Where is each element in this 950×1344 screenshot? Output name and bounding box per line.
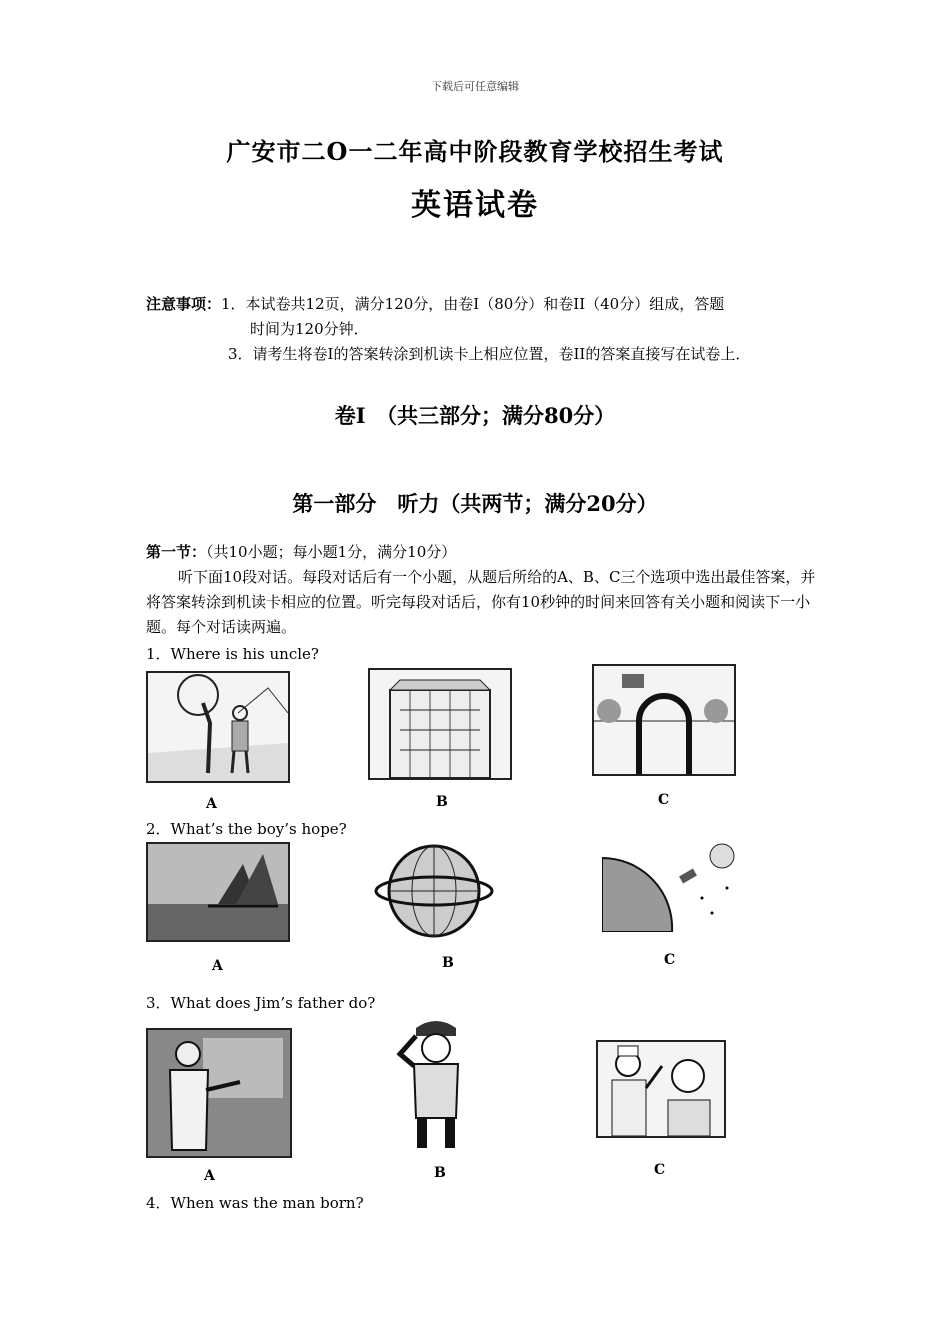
teacher-blackboard-picture <box>146 1028 292 1158</box>
space-earth-moon-picture <box>602 838 748 932</box>
q2-option-b: B <box>442 955 454 971</box>
notice-item-3: 3．请考生将卷I的答案转涂到机读卡上相应位置，卷II的答案直接写在试卷上． <box>228 345 751 363</box>
q2-option-a: A <box>212 958 223 974</box>
q1-option-c: C <box>658 792 670 808</box>
section-label: 第一节： <box>146 543 207 561</box>
question-4: 4．When was the man born? <box>146 1194 364 1212</box>
doctor-boy-picture <box>596 1040 726 1138</box>
volume-title: 卷I （共三部分；满分80分） <box>334 403 616 428</box>
man-under-tree-picture <box>146 671 290 783</box>
question-2: 2．What’s the boy’s hope? <box>146 820 347 838</box>
q2-option-c: C <box>664 952 676 968</box>
question-1: 1．Where is his uncle? <box>146 645 319 663</box>
notice-item-1-text: 1．本试卷共12页，满分120分，由卷I（80分）和卷II（40分）组成，答题 <box>221 295 725 313</box>
q1-option-a: A <box>206 796 217 812</box>
notice-block <box>146 292 816 367</box>
sailing-ship-picture <box>146 842 290 942</box>
q3-option-b: B <box>434 1165 446 1181</box>
q3-option-a: A <box>204 1168 215 1184</box>
section-block <box>146 540 816 640</box>
building-picture <box>368 668 512 780</box>
question-3: 3．What does Jim’s father do? <box>146 994 376 1012</box>
notice-item-1 <box>146 292 816 317</box>
policeman-salute-picture <box>392 1014 478 1152</box>
notice-item-1-cont: 时间为120分钟． <box>250 320 369 338</box>
part-title: 第一部分 听力（共两节；满分20分） <box>292 491 658 516</box>
park-gate-picture <box>592 664 736 776</box>
section-instructions: 听下面10段对话。每段对话后有一个小题，从题后所给的A、B、C三个选项中选出最佳答案，并将答案转涂到机读卡相应的位置。听完每段对话后，你有10秒钟的时间来回答有关小题和阅读下一小题。每个对话读两遍。 <box>146 568 816 636</box>
exam-subject-title: 英语试卷 <box>411 188 539 223</box>
section-info: （共10小题；每小题1分，满分10分） <box>206 543 457 561</box>
q1-option-b: B <box>436 794 448 810</box>
section-heading <box>146 540 816 565</box>
header-note: 下载后可任意编辑 <box>431 80 519 93</box>
q3-option-c: C <box>654 1162 666 1178</box>
globe-picture <box>372 836 502 946</box>
notice-label: 注意事项： <box>146 295 222 313</box>
exam-title: 广安市二O一二年高中阶段教育学校招生考试 <box>226 137 724 166</box>
